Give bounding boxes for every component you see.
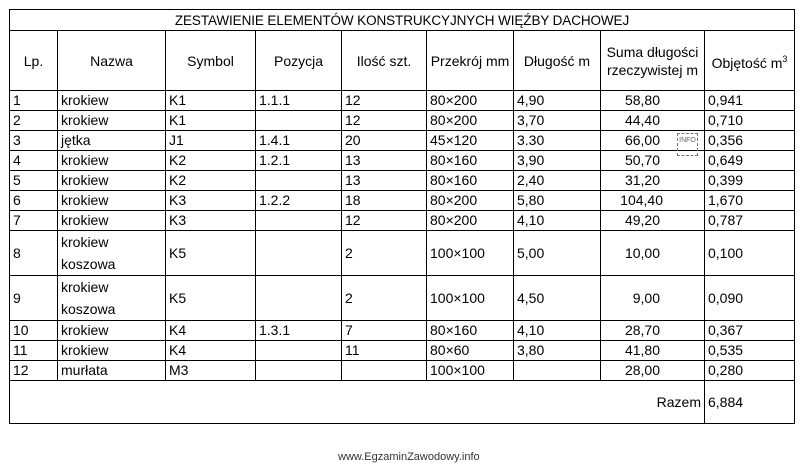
cell-nazwa: krokiew xyxy=(58,341,166,361)
cell-suma-value: 44,40 xyxy=(624,112,660,128)
cell-dlugosc: 4,50 xyxy=(514,276,601,321)
cell-nazwa: krokiew xyxy=(58,211,166,231)
cell-lp: 5 xyxy=(10,171,58,191)
cell-nazwa: krokiew koszowa xyxy=(58,231,166,276)
watermark: www.EgzaminZawodowy.info xyxy=(338,451,480,463)
cell-symbol: J1 xyxy=(166,131,256,151)
cell-ilosc: 7 xyxy=(342,321,427,341)
cell-objetosc: 0,399 xyxy=(705,171,795,191)
cell-suma xyxy=(601,276,705,321)
cell-lp: 12 xyxy=(10,361,58,381)
cell-dlugosc: 4,10 xyxy=(514,321,601,341)
cell-dlugosc: 5,80 xyxy=(514,191,601,211)
cell-dlugosc: 4,10 xyxy=(514,211,601,231)
cell-symbol: K4 xyxy=(166,341,256,361)
cell-dlugosc: 3.30 xyxy=(514,131,601,151)
cell-objetosc: 0,941 xyxy=(705,91,795,111)
header-dlugosc: Długość m xyxy=(514,31,601,91)
cell-ilosc: 18 xyxy=(342,191,427,211)
cell-przekroj: 80×200 xyxy=(427,191,514,211)
table-row xyxy=(10,171,795,191)
cell-dlugosc: 3,70 xyxy=(514,111,601,131)
total-value: 6,884 xyxy=(705,381,795,424)
header-objetosc xyxy=(705,31,795,91)
cell-suma-value: 31,20 xyxy=(624,172,660,188)
cell-nazwa: krokiew xyxy=(58,151,166,171)
cell-pozycja xyxy=(256,171,342,191)
cell-suma-value: 50,70 xyxy=(624,152,660,168)
cell-lp: 8 xyxy=(10,231,58,276)
cell-symbol: K1 xyxy=(166,91,256,111)
total-label: Razem xyxy=(10,381,705,424)
cell-przekroj: 80×60 xyxy=(427,341,514,361)
cell-suma xyxy=(601,231,705,276)
cell-przekroj: 80×200 xyxy=(427,211,514,231)
cell-nazwa: krokiew xyxy=(58,91,166,111)
cell-przekroj: 100×100 xyxy=(427,231,514,276)
cell-symbol: K5 xyxy=(166,276,256,321)
cell-suma xyxy=(601,341,705,361)
cell-ilosc: 20 xyxy=(342,131,427,151)
cell-objetosc: 0,280 xyxy=(705,361,795,381)
cell-przekroj: 80×200 xyxy=(427,91,514,111)
cell-suma-value: 28,00 xyxy=(624,362,660,378)
cell-symbol: K1 xyxy=(166,111,256,131)
cell-przekroj: 80×160 xyxy=(427,151,514,171)
cell-suma xyxy=(601,361,705,381)
cell-ilosc: 12 xyxy=(342,211,427,231)
cell-ilosc: 2 xyxy=(342,276,427,321)
header-symbol: Symbol xyxy=(166,31,256,91)
cell-pozycja xyxy=(256,211,342,231)
cell-ilosc: 13 xyxy=(342,171,427,191)
cell-objetosc: 0,710 xyxy=(705,111,795,131)
cell-symbol: K2 xyxy=(166,151,256,171)
cell-suma-value: 58,80 xyxy=(624,92,660,108)
cell-pozycja: 1.2.1 xyxy=(256,151,342,171)
cell-dlugosc: 3,90 xyxy=(514,151,601,171)
cell-pozycja: 1.1.1 xyxy=(256,91,342,111)
cell-pozycja xyxy=(256,231,342,276)
table-row xyxy=(10,321,795,341)
cell-przekroj: 80×160 xyxy=(427,321,514,341)
table-row xyxy=(10,341,795,361)
cell-suma-value: 9,00 xyxy=(632,289,660,306)
table-row xyxy=(10,361,795,381)
cell-objetosc: 0,367 xyxy=(705,321,795,341)
info-stamp: INFO xyxy=(677,133,698,156)
cell-suma xyxy=(601,111,705,131)
cell-nazwa: murłata xyxy=(58,361,166,381)
cell-objetosc: 0,787 xyxy=(705,211,795,231)
table-title: ZESTAWIENIE ELEMENTÓW KONSTRUKCYJNYCH WIĘŹBY DACHOWEJ xyxy=(10,10,795,31)
cell-nazwa: krokiew koszowa xyxy=(58,276,166,321)
table-row xyxy=(10,191,795,211)
cell-ilosc xyxy=(342,361,427,381)
cell-dlugosc xyxy=(514,361,601,381)
cell-pozycja xyxy=(256,361,342,381)
cell-lp: 10 xyxy=(10,321,58,341)
cell-lp: 1 xyxy=(10,91,58,111)
cell-pozycja: 1.3.1 xyxy=(256,321,342,341)
table-row xyxy=(10,276,795,321)
cell-dlugosc: 4,90 xyxy=(514,91,601,111)
cell-dlugosc: 2,40 xyxy=(514,171,601,191)
cell-symbol: K4 xyxy=(166,321,256,341)
table-row xyxy=(10,91,795,111)
cell-suma xyxy=(601,171,705,191)
cell-ilosc: 2 xyxy=(342,231,427,276)
cell-objetosc: 0,100 xyxy=(705,231,795,276)
cell-suma-value: 66,00 xyxy=(624,132,660,148)
cell-nazwa: krokiew xyxy=(58,321,166,341)
cell-suma-value: 28,70 xyxy=(624,322,660,338)
cell-suma-value: 49,20 xyxy=(624,212,660,228)
cell-pozycja: 1.2.2 xyxy=(256,191,342,211)
cell-objetosc: 1,670 xyxy=(705,191,795,211)
cell-pozycja xyxy=(256,111,342,131)
cell-suma-value: 104,40 xyxy=(620,192,663,208)
cell-ilosc: 11 xyxy=(342,341,427,361)
cell-pozycja xyxy=(256,341,342,361)
cell-symbol: K3 xyxy=(166,211,256,231)
cell-objetosc: 0,356 xyxy=(705,131,795,151)
header-ilosc: Ilość szt. xyxy=(342,31,427,91)
header-przekroj: Przekrój mm xyxy=(427,31,514,91)
cell-objetosc: 0,090 xyxy=(705,276,795,321)
header-nazwa: Nazwa xyxy=(58,31,166,91)
cell-lp: 3 xyxy=(10,131,58,151)
cell-ilosc: 12 xyxy=(342,91,427,111)
table-row xyxy=(10,211,795,231)
cell-suma xyxy=(601,191,705,211)
cell-objetosc: 0,535 xyxy=(705,341,795,361)
table-row xyxy=(10,111,795,131)
header-pozycja: Pozycja xyxy=(256,31,342,91)
cell-przekroj: 80×160 xyxy=(427,171,514,191)
cell-przekroj: 100×100 xyxy=(427,276,514,321)
header-objetosc-exponent: 3 xyxy=(782,53,788,64)
table-row xyxy=(10,231,795,276)
cell-lp: 6 xyxy=(10,191,58,211)
cell-symbol: K2 xyxy=(166,171,256,191)
cell-lp: 2 xyxy=(10,111,58,131)
cell-objetosc: 0,649 xyxy=(705,151,795,171)
cell-symbol: K3 xyxy=(166,191,256,211)
cell-lp: 4 xyxy=(10,151,58,171)
header-lp: Lp. xyxy=(10,31,58,91)
cell-suma-value: 41,80 xyxy=(624,342,660,358)
elements-table xyxy=(9,9,795,424)
cell-pozycja: 1.4.1 xyxy=(256,131,342,151)
cell-ilosc: 12 xyxy=(342,111,427,131)
cell-przekroj: 100×100 xyxy=(427,361,514,381)
cell-lp: 7 xyxy=(10,211,58,231)
total-row xyxy=(10,381,795,424)
cell-ilosc: 13 xyxy=(342,151,427,171)
cell-lp: 11 xyxy=(10,341,58,361)
cell-suma-value: 10,00 xyxy=(624,244,660,261)
cell-nazwa: krokiew xyxy=(58,191,166,211)
cell-nazwa: jętka xyxy=(58,131,166,151)
cell-suma xyxy=(601,321,705,341)
cell-suma xyxy=(601,211,705,231)
cell-lp: 9 xyxy=(10,276,58,321)
cell-pozycja xyxy=(256,276,342,321)
cell-suma xyxy=(601,91,705,111)
cell-przekroj: 80×200 xyxy=(427,111,514,131)
cell-dlugosc: 5,00 xyxy=(514,231,601,276)
header-objetosc-label: Objętość m xyxy=(711,54,783,71)
header-suma: Suma długości rzeczywistej m xyxy=(601,31,705,91)
cell-nazwa: krokiew xyxy=(58,111,166,131)
cell-przekroj: 45×120 xyxy=(427,131,514,151)
cell-dlugosc: 3,80 xyxy=(514,341,601,361)
cell-symbol: K5 xyxy=(166,231,256,276)
cell-symbol: M3 xyxy=(166,361,256,381)
cell-nazwa: krokiew xyxy=(58,171,166,191)
